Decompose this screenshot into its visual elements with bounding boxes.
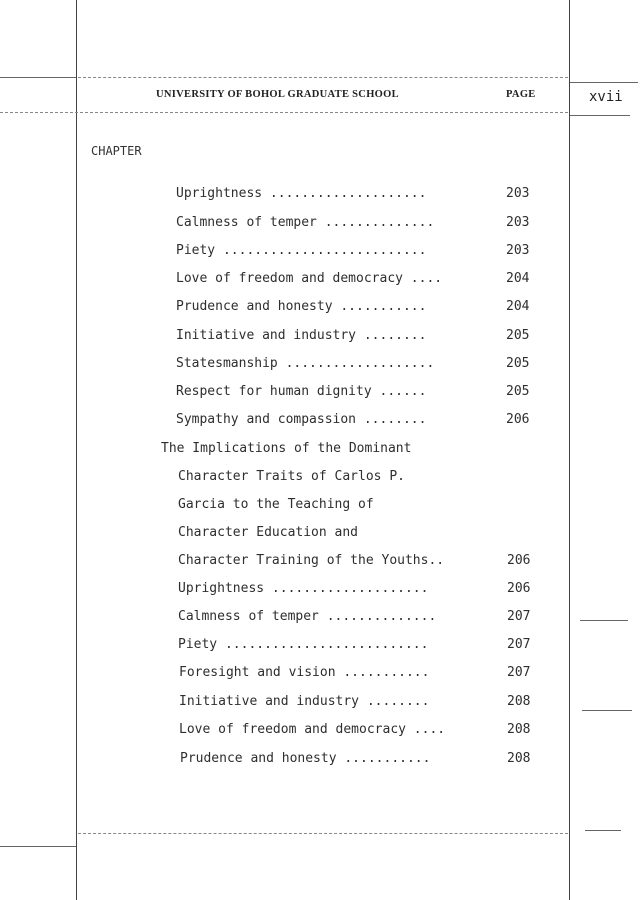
toc-entry-page: 203 xyxy=(506,243,530,258)
toc-entry-text: Prudence and honesty ........... xyxy=(176,299,427,314)
toc-section-heading: Character Education and xyxy=(178,525,359,540)
toc-section-heading: Garcia to the Teaching of xyxy=(178,497,374,512)
toc-entry-text: Piety .......................... xyxy=(176,243,427,258)
left-margin-rule xyxy=(76,0,77,900)
footer-rule-right xyxy=(585,830,621,831)
toc-entry-page: 206 xyxy=(507,553,531,568)
toc-entry-text: Foresight and vision ........... xyxy=(179,665,430,680)
toc-entry-text: Love of freedom and democracy .... xyxy=(179,722,446,737)
toc-entry-page: 205 xyxy=(506,356,530,371)
toc-entry-text: Statesmanship ................... xyxy=(176,356,435,371)
footer-rule-left xyxy=(0,846,76,847)
toc-entry-text: Initiative and industry ........ xyxy=(176,328,427,343)
toc-entry-text: Sympathy and compassion ........ xyxy=(176,412,427,427)
page-number: xvii xyxy=(589,89,623,105)
toc-entry-text: Respect for human dignity ...... xyxy=(176,384,427,399)
toc-section-heading: Character Traits of Carlos P. xyxy=(178,469,405,484)
toc-entry-text: Love of freedom and democracy .... xyxy=(176,271,443,286)
toc-entry-page: 204 xyxy=(506,271,530,286)
toc-entry-page: 208 xyxy=(507,751,531,766)
toc-entry-page: 203 xyxy=(506,215,530,230)
toc-entry-page: 207 xyxy=(507,637,531,652)
toc-entry-page: 205 xyxy=(506,328,530,343)
header-bottom-rule xyxy=(0,112,568,113)
footer-rule xyxy=(78,833,568,834)
toc-entry-text: Uprightness .................... xyxy=(176,186,427,201)
toc-entry-page: 204 xyxy=(506,299,530,314)
page-column-label: PAGE xyxy=(506,89,536,100)
right-margin-rule xyxy=(569,0,570,900)
margin-mark-2 xyxy=(582,710,632,711)
toc-entry-page: 207 xyxy=(507,665,531,680)
toc-entry-text: Uprightness .................... xyxy=(178,581,429,596)
toc-entry-page: 208 xyxy=(507,722,531,737)
toc-entry-page: 206 xyxy=(507,581,531,596)
header-top-rule xyxy=(78,77,568,78)
school-name-header: UNIVERSITY OF BOHOL GRADUATE SCHOOL xyxy=(156,89,399,100)
toc-section-heading: The Implications of the Dominant xyxy=(161,441,412,456)
margin-mark-1 xyxy=(580,620,628,621)
toc-entry-text: Calmness of temper .............. xyxy=(178,609,437,624)
header-top-rule-right xyxy=(570,82,638,83)
toc-entry-text: Piety .......................... xyxy=(178,637,429,652)
toc-entry-page: 205 xyxy=(506,384,530,399)
toc-entry-text: Calmness of temper .............. xyxy=(176,215,435,230)
toc-entry-text: Initiative and industry ........ xyxy=(179,694,430,709)
toc-entry-page: 203 xyxy=(506,186,530,201)
header-bottom-rule-right xyxy=(570,115,630,116)
toc-entry-page: 207 xyxy=(507,609,531,624)
chapter-label: CHAPTER xyxy=(91,144,142,158)
toc-entry-page: 206 xyxy=(506,412,530,427)
toc-entry-text: Prudence and honesty ........... xyxy=(180,751,431,766)
toc-entry-text: Character Training of the Youths.. xyxy=(178,553,445,568)
toc-entry-page: 208 xyxy=(507,694,531,709)
header-top-rule-left xyxy=(0,77,76,78)
